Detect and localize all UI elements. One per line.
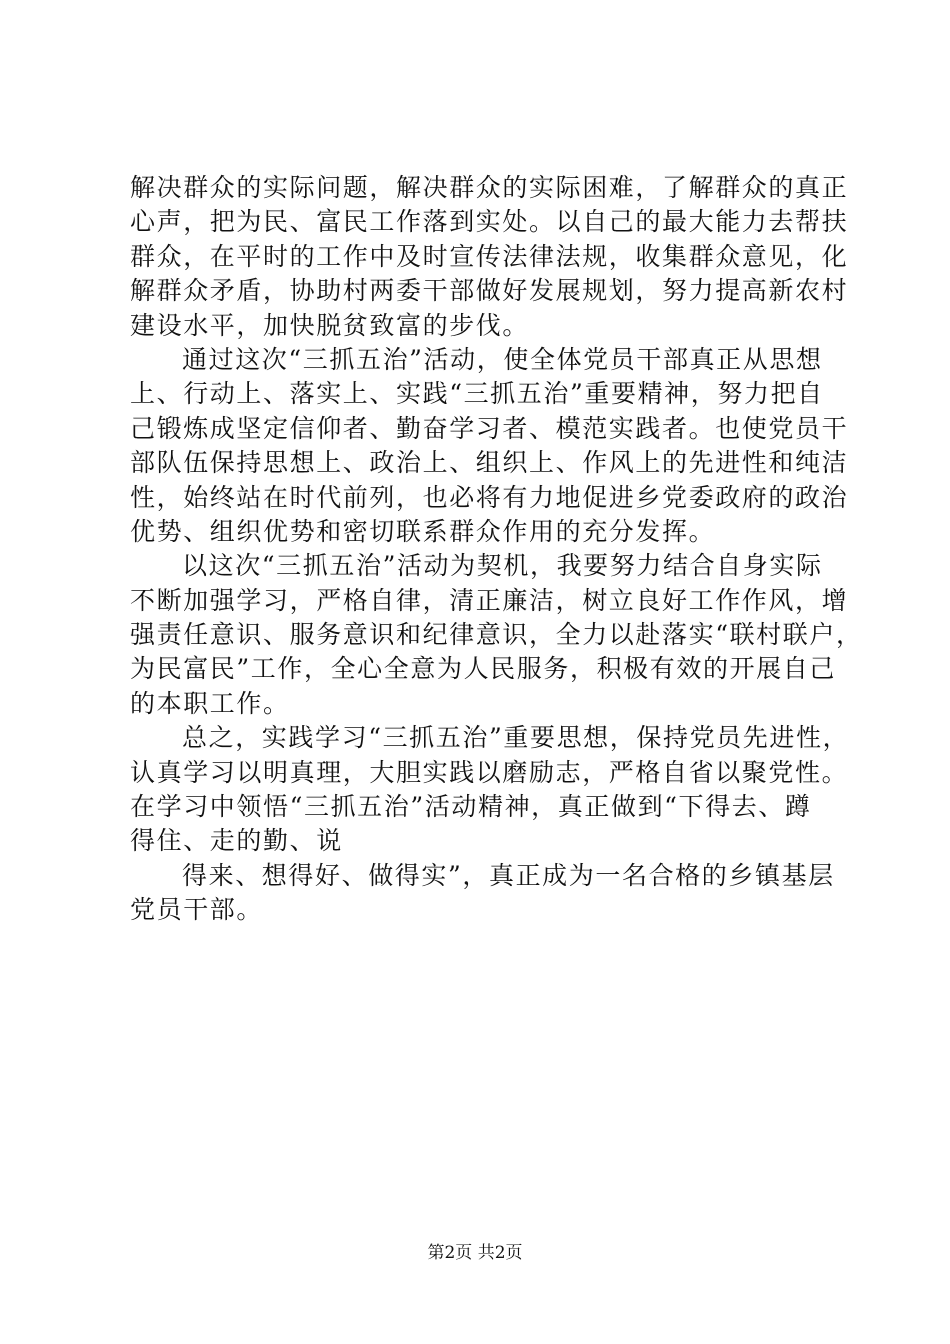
page-number-label: 第2页 共2页 [427, 1243, 523, 1263]
paragraph-first-line: 以这次“三抓五治”活动为契机，我要努力结合自身实际 [182, 551, 823, 581]
text-line: 上、行动上、落实上、实践“三抓五治”重要精神，努力把自 [130, 379, 824, 409]
paragraph-first-line: 通过这次“三抓五治”活动，使全体党员干部真正从思想 [182, 344, 823, 374]
text-line: 认真学习以明真理，大胆实践以磨励志，严格自省以聚党性。 [130, 757, 849, 787]
text-line: 在学习中领悟“三抓五治”活动精神，真正做到“下得去、蹲 [130, 792, 812, 822]
text-line: 为民富民”工作，全心全意为人民服务，积极有效的开展自己 [130, 654, 836, 684]
text-line: 己锻炼成坚定信仰者、勤奋学习者、模范实践者。也使党员干 [130, 413, 849, 443]
text-line: 心声，把为民、富民工作落到实处。以自己的最大能力去帮扶 [130, 207, 849, 237]
text-line: 强责任意识、服务意识和纪律意识，全力以赴落实“联村联户， [130, 620, 863, 650]
text-line: 性，始终站在时代前列，也必将有力地促进乡党委政府的政治 [130, 482, 849, 512]
text-line: 不断加强学习，严格自律，清正廉洁，树立良好工作作风，增 [130, 585, 849, 615]
text-line: 部队伍保持思想上、政治上、组织上、作风上的先进性和纯洁 [130, 448, 849, 478]
body-text [130, 171, 863, 928]
text-line: 的本职工作。 [130, 688, 290, 718]
text-line: 得住、走的勤、说 [130, 826, 343, 856]
text-line: 党员干部。 [130, 895, 264, 925]
text-line: 解决群众的实际问题，解决群众的实际困难，了解群众的真正 [130, 173, 849, 202]
text-line: 群众，在平时的工作中及时宣传法律法规，收集群众意见，化 [130, 241, 849, 271]
paragraph-first-line: 总之，实践学习“三抓五治”重要思想，保持党员先进性， [182, 723, 850, 753]
paragraph-first-line: 得来、想得好、做得实”，真正成为一名合格的乡镇基层 [182, 860, 835, 890]
text-line: 优势、组织优势和密切联系群众作用的充分发挥。 [130, 516, 716, 546]
page-footer [0, 1241, 950, 1265]
text-line: 建设水平，加快脱贫致富的步伐。 [130, 310, 530, 340]
text-line: 解群众矛盾，协助村两委干部做好发展规划，努力提高新农村 [130, 276, 849, 306]
